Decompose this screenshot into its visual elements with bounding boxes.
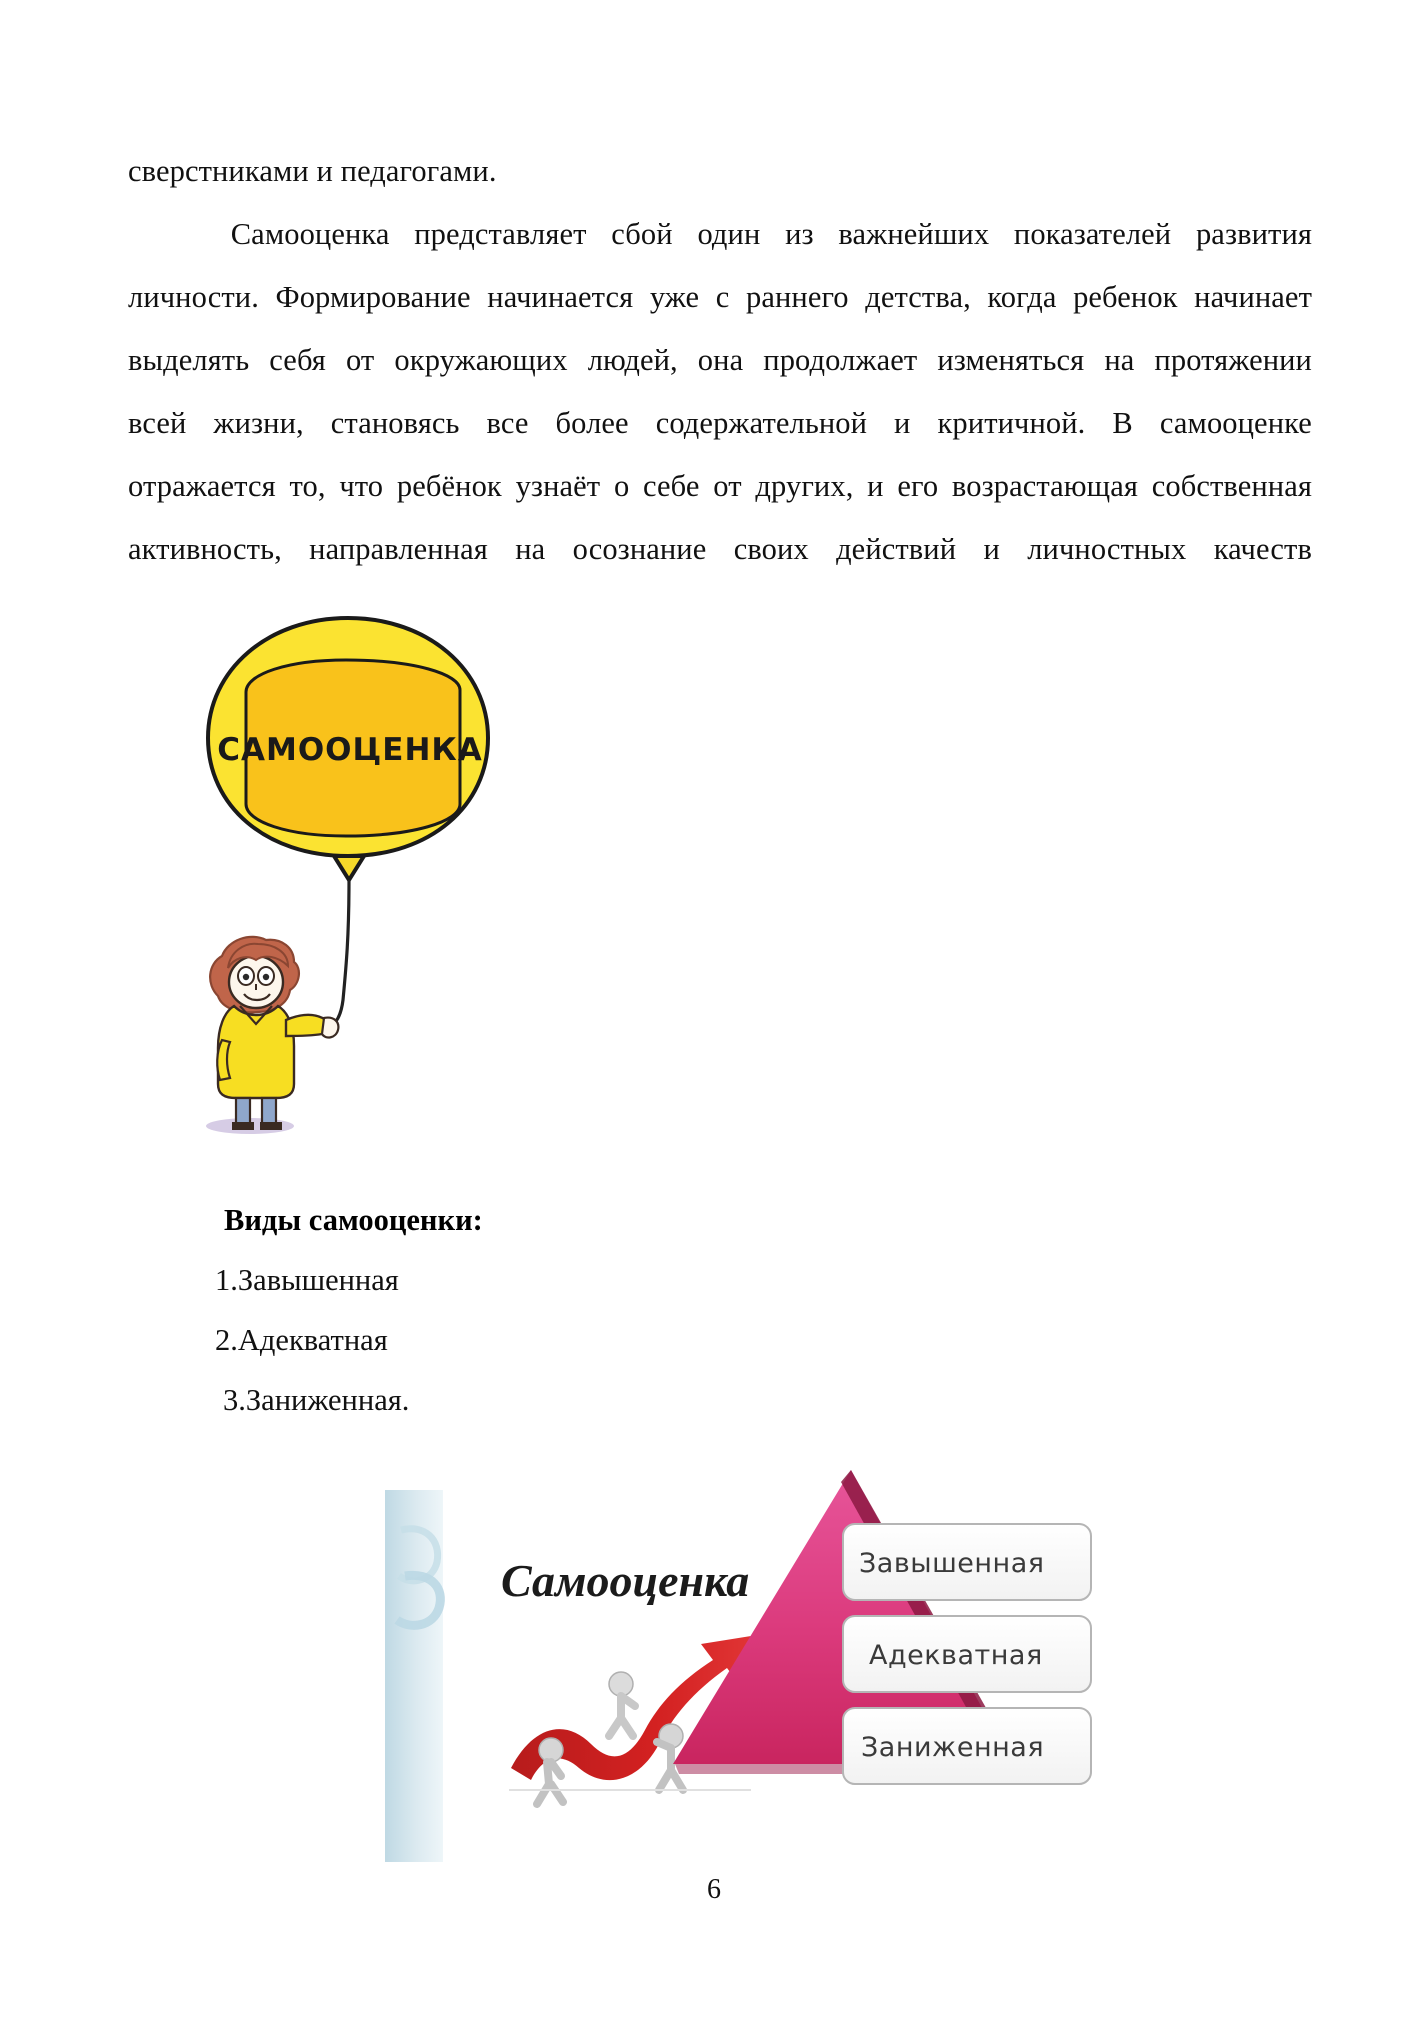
self-esteem-pyramid-diagram [383, 1468, 1093, 1880]
word: на [1104, 343, 1135, 377]
word: активность, [128, 532, 282, 566]
coat [218, 1006, 294, 1098]
label-text: Завышенная [859, 1548, 1045, 1579]
word: показателей [1013, 217, 1172, 251]
leg-right [262, 1098, 276, 1124]
list-item: 3.Заниженная. [223, 1383, 410, 1417]
word: что [339, 469, 384, 503]
word: его [897, 469, 939, 503]
word: она [697, 343, 744, 377]
word: протяжении [1154, 343, 1312, 377]
word: сбой [611, 217, 673, 251]
label-text: Адекватная [869, 1640, 1043, 1671]
shoe-left [232, 1122, 254, 1130]
word: В [1112, 406, 1133, 440]
word: один [697, 217, 761, 251]
word: и [983, 532, 1000, 566]
word: от [713, 469, 742, 503]
word: себя [269, 343, 326, 377]
word: своих [733, 532, 809, 566]
word: то, [289, 469, 326, 503]
list-item: 1.Завышенная [215, 1263, 399, 1297]
pupil-right [263, 974, 269, 980]
word: себе [643, 469, 700, 503]
word: важнейших [838, 217, 990, 251]
paragraph-line [128, 266, 1312, 329]
word: собственная [1151, 469, 1312, 503]
paragraph-line [128, 203, 1312, 266]
list-heading: Виды самооценки: [224, 1203, 483, 1237]
word: начинает [1194, 280, 1312, 314]
word: на [515, 532, 546, 566]
word: детства, [865, 280, 971, 314]
shoe-right [260, 1122, 282, 1130]
pyramid-label-3 [843, 1708, 1091, 1784]
word: представляет [414, 217, 587, 251]
word: содержательной [655, 406, 868, 440]
word: узнаёт [515, 469, 601, 503]
pupil-left [243, 974, 249, 980]
word: людей, [587, 343, 678, 377]
word: становясь [330, 406, 460, 440]
word: Формирование [275, 280, 471, 314]
list-item: 2.Адекватная [215, 1323, 388, 1357]
balloon-label-text: САМООЦЕНКА [217, 732, 483, 768]
word: возрастающая [951, 469, 1139, 503]
word: ребенок [1073, 280, 1178, 314]
paragraph-line [128, 518, 1312, 581]
word: самооценке [1159, 406, 1312, 440]
pyramid-label-1 [843, 1524, 1091, 1600]
word: выделять [128, 343, 250, 377]
word: когда [987, 280, 1057, 314]
paragraph-line [128, 392, 1312, 455]
word: начинается [487, 280, 634, 314]
types-of-self-esteem-section [175, 1190, 875, 1430]
body-text [128, 140, 1312, 581]
leg-left [236, 1098, 250, 1124]
paragraph-line: сверстниками и педагогами. [128, 154, 497, 188]
word: и [867, 469, 884, 503]
word: других, [755, 469, 854, 503]
word: о [613, 469, 630, 503]
word: из [785, 217, 814, 251]
word: изменяться [937, 343, 1085, 377]
word: ребёнок [396, 469, 502, 503]
word: всей [128, 406, 187, 440]
arm-down [217, 1040, 230, 1080]
page-number: 6 [707, 1874, 721, 1905]
word: уже [649, 280, 700, 314]
word: личности. [128, 280, 259, 314]
balloon-knot [334, 856, 364, 880]
diagram-title: Самооценка [501, 1555, 750, 1606]
word: раннего [745, 280, 849, 314]
word: продолжает [763, 343, 918, 377]
word: осознание [572, 532, 707, 566]
paragraph-line [128, 455, 1312, 518]
word: от [345, 343, 375, 377]
word: окружающих [394, 343, 568, 377]
balloon-illustration [178, 608, 518, 1173]
word: критичной. [937, 406, 1086, 440]
word: с [715, 280, 730, 314]
hand [322, 1018, 338, 1038]
word: направленная [309, 532, 488, 566]
first-line-indent [128, 203, 206, 266]
label-text: Заниженная [861, 1732, 1045, 1763]
word: жизни, [213, 406, 304, 440]
word: все [486, 406, 529, 440]
balloon-string [328, 880, 349, 1028]
word: личностных [1027, 532, 1187, 566]
word: качеств [1213, 532, 1312, 566]
word: и [894, 406, 911, 440]
word: Самооценка [230, 217, 390, 251]
paragraph-line [128, 329, 1312, 392]
pyramid-label-2 [843, 1616, 1091, 1692]
word: действий [836, 532, 957, 566]
word: отражается [128, 469, 276, 503]
word: более [555, 406, 629, 440]
word: развития [1195, 217, 1312, 251]
